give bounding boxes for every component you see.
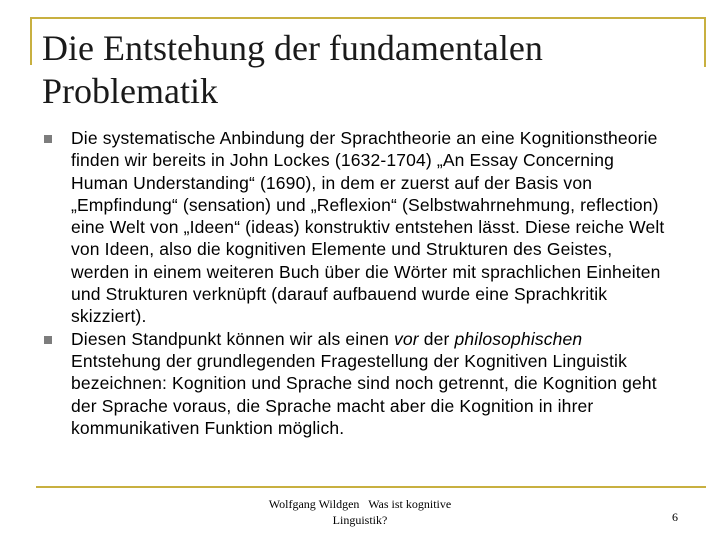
bullet-text-segment: Diesen Standpunkt können wir als einen — [71, 328, 394, 349]
bullet-text-italic-segment: vor — [394, 328, 419, 349]
slide-title: Die Entstehung der fundamentalen Problematik — [42, 28, 543, 111]
bullet-item — [42, 127, 667, 328]
bullet-text-italic-segment: philosophischen — [454, 328, 583, 349]
bullet-text-segment: Entstehung der grundlegenden Fragestellung der Kognitiven Linguistik bezeichnen: Kognition und Sprache sind noch getrennt, die Kognition geht der Sprache voraus, die Sprache macht aber die Kognition in ihrer kommunikativen Funktion möglich. — [71, 350, 657, 438]
bullet-list — [42, 127, 667, 439]
bullet-text — [71, 128, 664, 326]
footer-rule — [36, 486, 706, 488]
footer-title-line: Linguistik? — [332, 513, 388, 527]
bullet-text — [71, 329, 657, 438]
bullet-text-segment: der — [418, 328, 455, 349]
footer-caption — [240, 496, 480, 528]
square-bullet-icon — [44, 336, 52, 344]
bullet-item — [42, 328, 667, 439]
footer-author-line: Wolfgang Wildgen Was ist kognitive — [268, 497, 452, 511]
page-number: 6 — [672, 510, 678, 524]
title-frame-right-rule — [704, 17, 706, 67]
title-frame-top-rule — [30, 17, 706, 19]
title-frame-left-rule — [30, 17, 32, 65]
square-bullet-icon — [44, 135, 52, 143]
bullet-text-segment: Die systematische Anbindung der Sprachtheorie an eine Kognitionstheorie finden wir bereits in John Lockes (1632-1704) „An Essay Concerning Human Understanding“ (1690), in dem er zuerst auf der Basis von „Empfindung“ (sensation) und „Reflexion“ (Selbstwahrnehmung, reflection) eine Welt von „Ideen“ (ideas) konstruktiv entstehen lässt. Diese reiche Welt von Ideen, also die kognitiven Elemente und Strukturen des Geistes, werden in einem weiteren Buch über die Wörter mit sprachlichen Einheiten und Strukturen verknüpft (darauf aufbauend wurde eine Sprachkritik skizziert). — [71, 128, 665, 327]
